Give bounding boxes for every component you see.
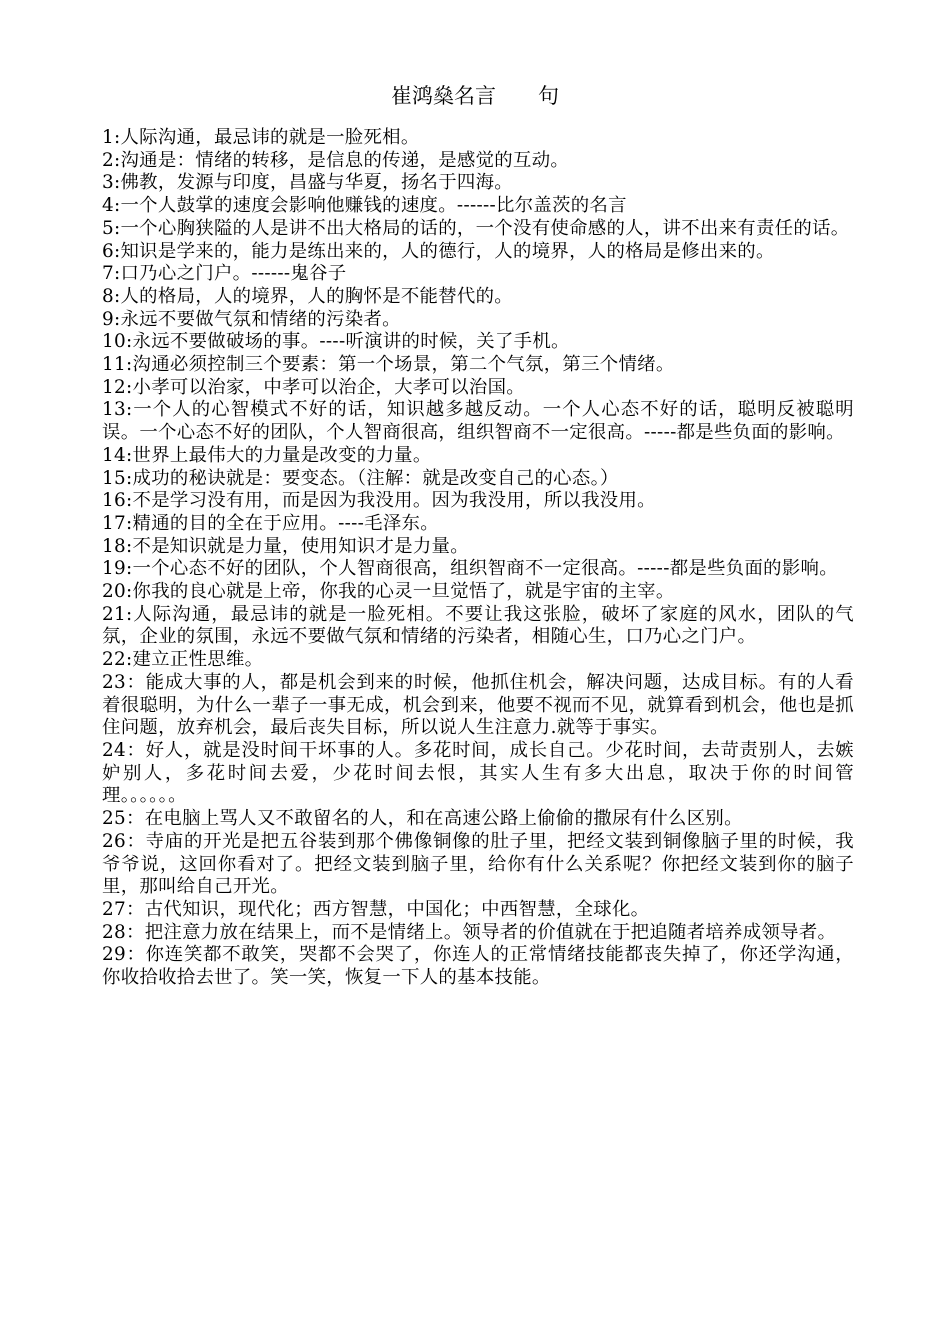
quote-item: 8:人的格局，人的境界，人的胸怀是不能替代的。 (102, 285, 514, 307)
quote-item: 19:一个心态不好的团队，个人智商很高，组织智商不一定很高。-----都是些负面的影响。 (102, 558, 838, 580)
quote-item: 29：你连笑都不敢笑，哭都不会哭了，你连人的正常情绪技能都丧失掉了，你还学沟通，你收拾收拾去世了。笑一笑，恢复一下人的基本技能。 (102, 944, 854, 989)
page-title: 崔鸿燊名言 句 (391, 84, 559, 108)
quote-item: 22:建立正性思维。 (102, 649, 264, 671)
quote-item: 16:不是学习没有用，而是因为我没用。因为我没用，所以我没用。 (102, 490, 656, 512)
quote-item: 6:知识是学来的，能力是练出来的，人的德行，人的境界，人的格局是修出来的。 (102, 240, 775, 262)
quote-item: 13:一个人的心智模式不好的话，知识越多越反动。一个人心态不好的话，聪明反被聪明误。一个心态不好的团队，个人智商很高，组织智商不一定很高。-----都是些负面的影响。 (102, 399, 854, 444)
quote-item: 12:小孝可以治家，中孝可以治企，大孝可以治国。 (102, 376, 526, 398)
quote-item: 5:一个心胸狭隘的人是讲不出大格局的话的，一个没有使命感的人，讲不出来有责任的话。 (102, 217, 850, 239)
quote-item: 21:人际沟通，最忌讳的就是一脸死相。不要让我这张脸，破坏了家庭的风水，团队的气氛，企业的氛围，永远不要做气氛和情绪的污染者，相随心生，口乃心之门户。 (102, 603, 854, 648)
quote-item: 23：能成大事的人，都是机会到来的时候，他抓住机会，解决问题，达成目标。有的人看着很聪明，为什么一辈子一事无成，机会到来，他要不视而不见，就算看到机会，他也是抓住问题，放弃机会，最后丧失目标，所以说人生注意力.就等于事实。 (102, 671, 854, 739)
quote-item: 3:佛教，发源与印度，昌盛与华夏，扬名于四海。 (102, 172, 514, 194)
quote-list (102, 127, 854, 990)
quote-item: 10:永远不要做破场的事。----听演讲的时候，关了手机。 (102, 331, 570, 353)
quote-item: 9:永远不要做气氛和情绪的污染者。 (102, 308, 401, 330)
quote-item: 24：好人，就是没时间干坏事的人。多花时间，成长自己。少花时间，去苛责别人，去嫉妒别人，多花时间去爱，少花时间去恨，其实人生有多大出息，取决于你的时间管理。。。。。。 (102, 739, 854, 807)
quote-item: 20:你我的良心就是上帝，你我的心灵一旦觉悟了，就是宇宙的主宰。 (102, 581, 675, 603)
quote-item: 18:不是知识就是力量，使用知识才是力量。 (102, 535, 469, 557)
quote-item: 15:成功的秘诀就是：要变态。（注解：就是改变自己的心态。） (102, 467, 619, 489)
quote-item: 25：在电脑上骂人又不敢留名的人，和在高速公路上偷偷的撒尿有什么区别。 (102, 808, 743, 830)
quote-item: 4:一个人鼓掌的速度会影响他赚钱的速度。------比尔盖茨的名言 (102, 195, 627, 217)
quote-item: 27：古代知识，现代化；西方智慧，中国化；中西智慧，全球化。 (102, 898, 650, 920)
quote-item: 26：寺庙的开光是把五谷装到那个佛像铜像的肚子里，把经文装到铜像脑子里的时候，我爷爷说，这回你看对了。把经文装到脑子里，给你有什么关系呢？你把经文装到你的脑子里，那叫给自己开光。 (102, 830, 854, 898)
quote-item: 2:沟通是：情绪的转移，是信息的传递，是感觉的互动。 (102, 149, 570, 171)
quote-item: 1:人际沟通，最忌讳的就是一脸死相。 (102, 127, 420, 148)
quote-item: 17:精通的目的全在于应用。----毛泽东。 (102, 512, 439, 534)
quote-item: 14:世界上最伟大的力量是改变的力量。 (102, 444, 432, 466)
quote-item: 28：把注意力放在结果上，而不是情绪上。领导者的价值就在于把追随者培养成领导者。 (102, 921, 837, 943)
quote-item: 11:沟通必须控制三个要素：第一个场景，第二个气氛，第三个情绪。 (102, 354, 675, 376)
quote-item: 7:口乃心之门户。------鬼谷子 (102, 263, 347, 285)
